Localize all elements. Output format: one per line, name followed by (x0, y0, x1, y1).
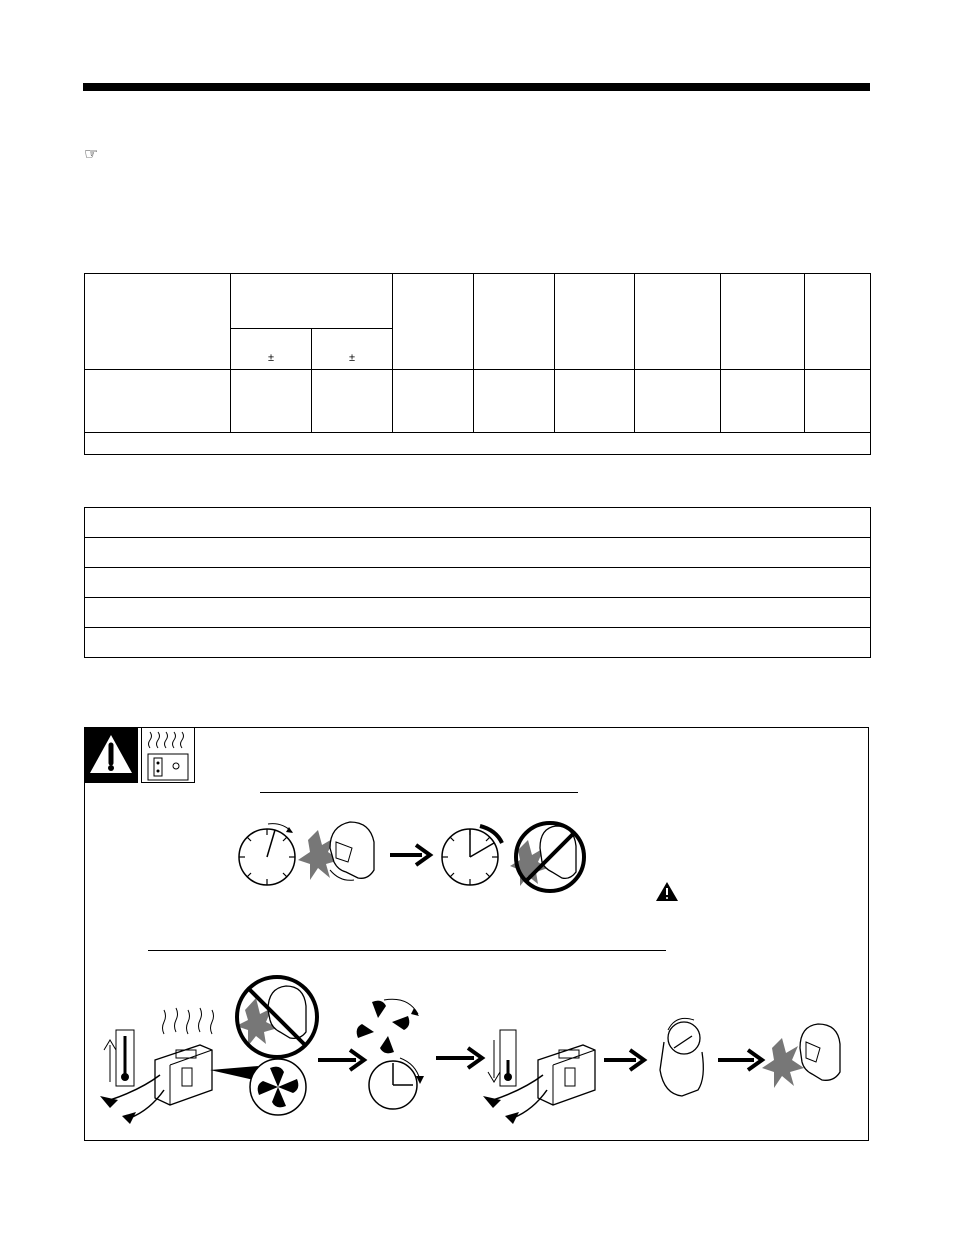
welding-machine-icon (100, 1045, 212, 1124)
tolerance-symbol: ± (348, 352, 356, 364)
clock-icon (442, 826, 502, 885)
tolerance-symbol: ± (267, 352, 275, 364)
arrow-right-icon (718, 1050, 762, 1070)
thermometer-falling-icon (488, 1030, 516, 1086)
welder-icon (762, 1024, 840, 1088)
pointing-hand-icon: ☞ (84, 144, 99, 163)
no-welding-icon (236, 977, 317, 1057)
thermometer-rising-icon (104, 1030, 134, 1086)
welder-icon (298, 822, 374, 880)
fan-running-icon (357, 999, 419, 1053)
arrow-right-icon (604, 1050, 644, 1070)
warning-triangle-icon (656, 882, 678, 901)
clock-icon (239, 824, 295, 885)
arrow-right-icon (318, 1050, 364, 1070)
heat-waves-icon (163, 1008, 214, 1034)
fan-icon (250, 1059, 306, 1115)
arrow-right-icon (436, 1048, 482, 1068)
arrow-right-icon (390, 845, 430, 865)
hand-turning-knob-icon (660, 1018, 703, 1096)
no-welding-icon (510, 823, 584, 891)
clock-icon (369, 1058, 424, 1109)
